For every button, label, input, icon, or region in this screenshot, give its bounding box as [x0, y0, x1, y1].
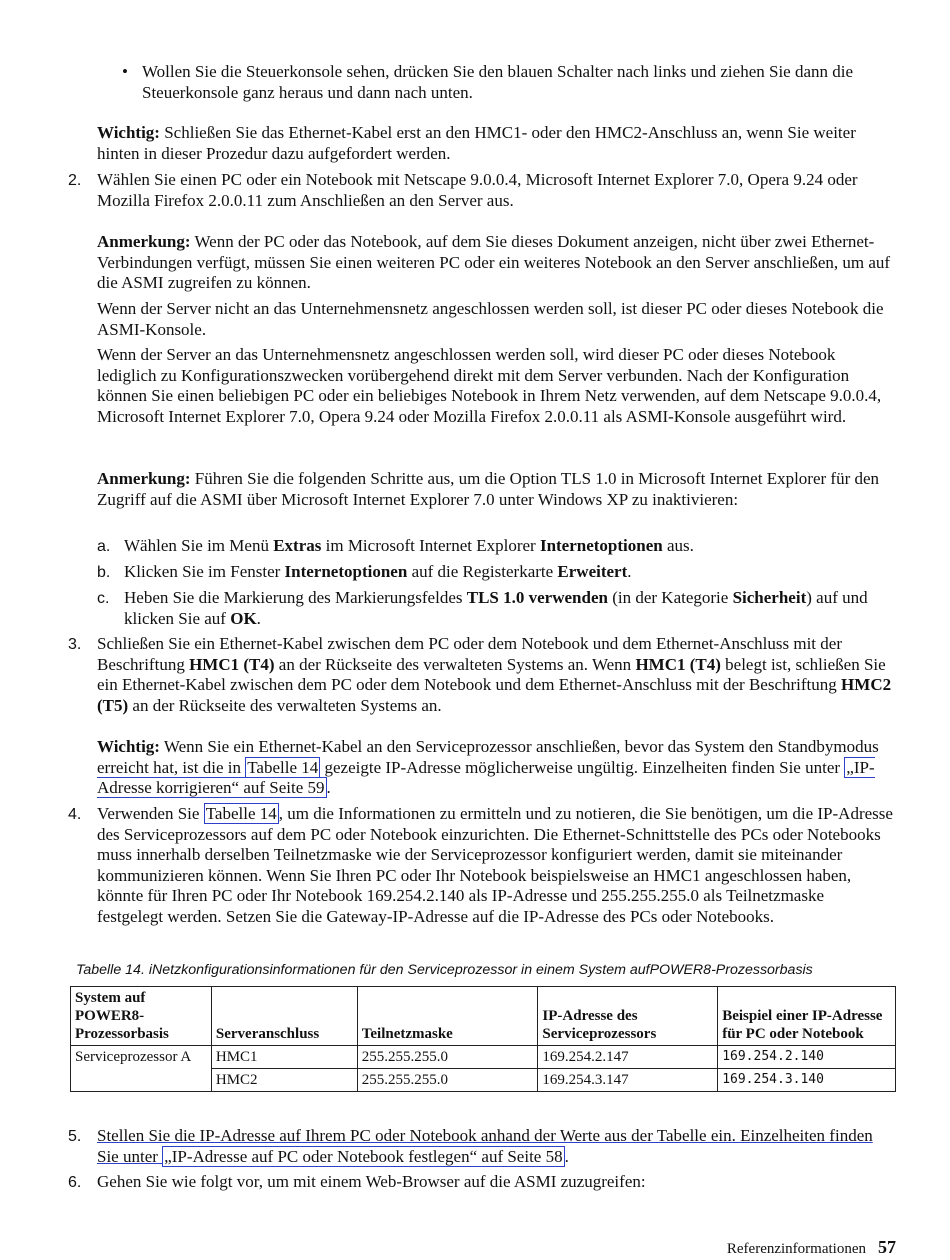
section-title: Referenzinformationen: [726, 1241, 866, 1257]
text: Wenn Sie ein Ethernet-Kabel an den Serviceprozessor anschließen, bevor das System den Standbymodus erreicht hat, ist die in: [97, 737, 879, 777]
step-number: 2.: [68, 172, 82, 189]
step-number: 5.: [68, 1128, 82, 1145]
text: (in der Kategorie: [607, 588, 733, 607]
text: .: [326, 778, 331, 798]
text: Stellen Sie die IP-Adresse auf Ihrem PC oder Notebook anhand der Werte aus der Tabelle ein. Einzelheiten finden Sie unter: [97, 1126, 873, 1166]
option-name: Internetoptionen: [539, 536, 663, 555]
substep-b: [124, 562, 894, 583]
table-header-row: [71, 987, 896, 1046]
example-ip-cell: 169.254.2.140: [718, 1046, 896, 1069]
important-label: Wichtig:: [97, 123, 160, 142]
text: aus.: [662, 536, 694, 555]
text: gezeigte IP-Adresse möglicherweise ungültig. Einzelheiten finden Sie unter: [320, 757, 845, 777]
port-cell: HMC1: [211, 1046, 357, 1069]
bullet-marker: •: [122, 62, 128, 81]
system-cell: Serviceprozessor A: [71, 1046, 212, 1092]
substep-a: [124, 536, 894, 557]
paragraph: Wenn der Server an das Unternehmensnetz angeschlossen werden soll, wird dieser PC oder dieses Notebook lediglich zu Konfigurationszwecken vorübergehend direkt mit dem Server verbunden. Nach der Konfiguration können Sie einen beliebigen PC oder ein beliebiges Notebook in Ihrem Netz verwenden, auf dem Netscape 9.0.0.4, Microsoft Internet Explorer 7.0, Opera 9.24 oder Mozilla Firefox 2.0.0.11 als ASMI-Konsole ausgeführt wird.: [97, 345, 882, 426]
text: belegt ist, schließen Sie ein Ethernet-Kabel zwischen dem PC oder dem Notebook und dem Ethernet-Anschluss mit der Beschriftung: [97, 654, 886, 695]
text: auf die Registerkarte: [407, 562, 558, 581]
table-14-link[interactable]: Tabelle 14: [247, 757, 319, 777]
page-number: 57: [878, 1237, 896, 1257]
correct-ip-link[interactable]: „IP-Adresse korrigieren“ auf Seite 59: [97, 757, 875, 798]
port-label: HMC1 (T4): [635, 654, 721, 674]
table-row: [71, 1046, 896, 1069]
substep-letter: b.: [97, 564, 111, 581]
substep-c: [124, 588, 884, 629]
paragraph: Wenn der Server nicht an das Unternehmensnetz angeschlossen werden soll, ist dieser PC oder dieses Notebook die ASMI-Konsole.: [97, 299, 884, 339]
text: , um die Informationen zu ermitteln und zu notieren, die Sie benötigen, um die IP-Adresse des Serviceprozessors auf dem PC oder Notebook einzurichten. Die Ethernet-Schnittstelle des PCs oder Notebooks muss innerhalb derselben Teilnetzmaske wie der Serviceprozessor konfiguriert werden, damit sie miteinander kommunizieren können. Wenn Sie Ihren PC oder Ihr Notebook beispielsweise an HMC1 angeschlossen haben, könnte für Ihren PC oder Ihr Notebook 169.254.2.140 als IP-Adresse und 255.255.255.0 als Teilnetzmaske festgelegt werden. Setzen Sie die Gateway-IP-Adresse auf die IP-Adresse des PCs oder Notebooks.: [97, 804, 893, 926]
step-number: 6.: [68, 1174, 82, 1191]
important-note: [97, 737, 894, 799]
step-4-text: [97, 804, 894, 928]
step-2-text: Wählen Sie einen PC oder ein Notebook mit Netscape 9.0.0.4, Microsoft Internet Explorer 7.0, Opera 9.24 oder Mozilla Firefox 2.0.0.11 zum Anschließen an den Server aus.: [97, 170, 858, 210]
port-label: HMC1 (T4): [189, 654, 275, 674]
text: .: [627, 562, 632, 581]
menu-name: Extras: [273, 536, 322, 555]
substep-letter: a.: [97, 538, 111, 555]
text: .: [564, 1146, 569, 1166]
example-ip-cell: 169.254.3.140: [718, 1069, 896, 1092]
substep-letter: c.: [97, 590, 110, 607]
port-cell: HMC2: [211, 1069, 357, 1092]
button-name: OK: [230, 608, 257, 628]
important-label: Wichtig:: [97, 737, 160, 756]
text: an der Rückseite des verwalteten Systems an. Wenn: [274, 654, 636, 674]
step-3-text: [97, 634, 894, 716]
note-text: Führen Sie die folgenden Schritte aus, um die Option TLS 1.0 in Microsoft Internet Explorer für den Zugriff auf die ASMI über Microsoft Internet Explorer 7.0 unter Windows XP zu inaktivieren:: [97, 469, 880, 509]
text: im Microsoft Internet Explorer: [321, 536, 540, 555]
table-14-link[interactable]: Tabelle 14: [205, 804, 277, 823]
set-ip-link[interactable]: „IP-Adresse auf PC oder Notebook festlegen“ auf Seite 58: [164, 1146, 563, 1166]
network-config-table: [70, 986, 896, 1092]
note-text: Wenn der PC oder das Notebook, auf dem Sie dieses Dokument anzeigen, nicht über zwei Ethernet-Verbindungen verfügt, müssen Sie einen weiteren PC oder ein weiteres Notebook an den Server anschließen, um auf die ASMI zugreifen zu können.: [97, 232, 891, 293]
text: ) auf und klicken Sie auf: [124, 588, 868, 628]
page-footer: [727, 1237, 896, 1260]
note-label: Anmerkung:: [97, 232, 191, 251]
note-label: Anmerkung:: [97, 469, 191, 488]
step-number: 3.: [68, 636, 82, 653]
category-name: Sicherheit: [732, 588, 807, 607]
column-header: Beispiel einer IP-Adresse für PC oder Notebook: [718, 987, 896, 1046]
port-label: HMC2 (T5): [97, 675, 892, 715]
note-2: [97, 469, 894, 510]
column-header: Teilnetzmaske: [357, 987, 538, 1046]
step-number: 4.: [68, 806, 82, 823]
checkbox-name: TLS 1.0 verwenden: [466, 588, 608, 607]
ip-cell: 169.254.3.147: [538, 1069, 718, 1092]
column-header: Serveranschluss: [211, 987, 357, 1046]
mask-cell: 255.255.255.0: [357, 1046, 538, 1069]
text: Schließen Sie ein Ethernet-Kabel zwischen dem PC oder dem Notebook und dem Ethernet-Anschluss mit der Beschriftung: [97, 634, 842, 674]
note-1: [97, 232, 894, 294]
step-5-text: [97, 1126, 894, 1167]
ip-cell: 169.254.2.147: [538, 1046, 718, 1069]
tab-name: Erweitert: [557, 562, 628, 581]
important-note: [97, 123, 894, 164]
text: Heben Sie die Markierung des Markierungsfeldes: [124, 588, 467, 607]
text: Klicken Sie im Fenster: [124, 562, 285, 581]
mask-cell: 255.255.255.0: [357, 1069, 538, 1092]
text: Verwenden Sie: [97, 804, 204, 823]
step-6-text: Gehen Sie wie folgt vor, um mit einem Web-Browser auf die ASMI zuzugreifen:: [97, 1172, 646, 1191]
column-header: IP-Adresse des Serviceprozessors: [538, 987, 718, 1046]
bullet-text: Wollen Sie die Steuerkonsole sehen, drücken Sie den blauen Schalter nach links und ziehen Sie dann die Steuerkonsole ganz heraus und dann nach unten.: [142, 62, 854, 102]
text: Wählen Sie im Menü: [124, 536, 274, 555]
table-caption: Tabelle 14. iNetzkonfigurationsinformationen für den Serviceprozessor in einem System aufPOWER8-Prozessorbasis: [76, 962, 813, 978]
text: an der Rückseite des verwalteten Systems an.: [128, 695, 442, 715]
important-text: Schließen Sie das Ethernet-Kabel erst an den HMC1- oder den HMC2-Anschluss an, wenn Sie weiter hinten in dieser Prozedur dazu aufgefordert werden.: [97, 123, 856, 163]
window-name: Internetoptionen: [284, 562, 408, 581]
text: .: [256, 608, 261, 628]
column-header: System auf POWER8-Prozessorbasis: [71, 987, 212, 1046]
